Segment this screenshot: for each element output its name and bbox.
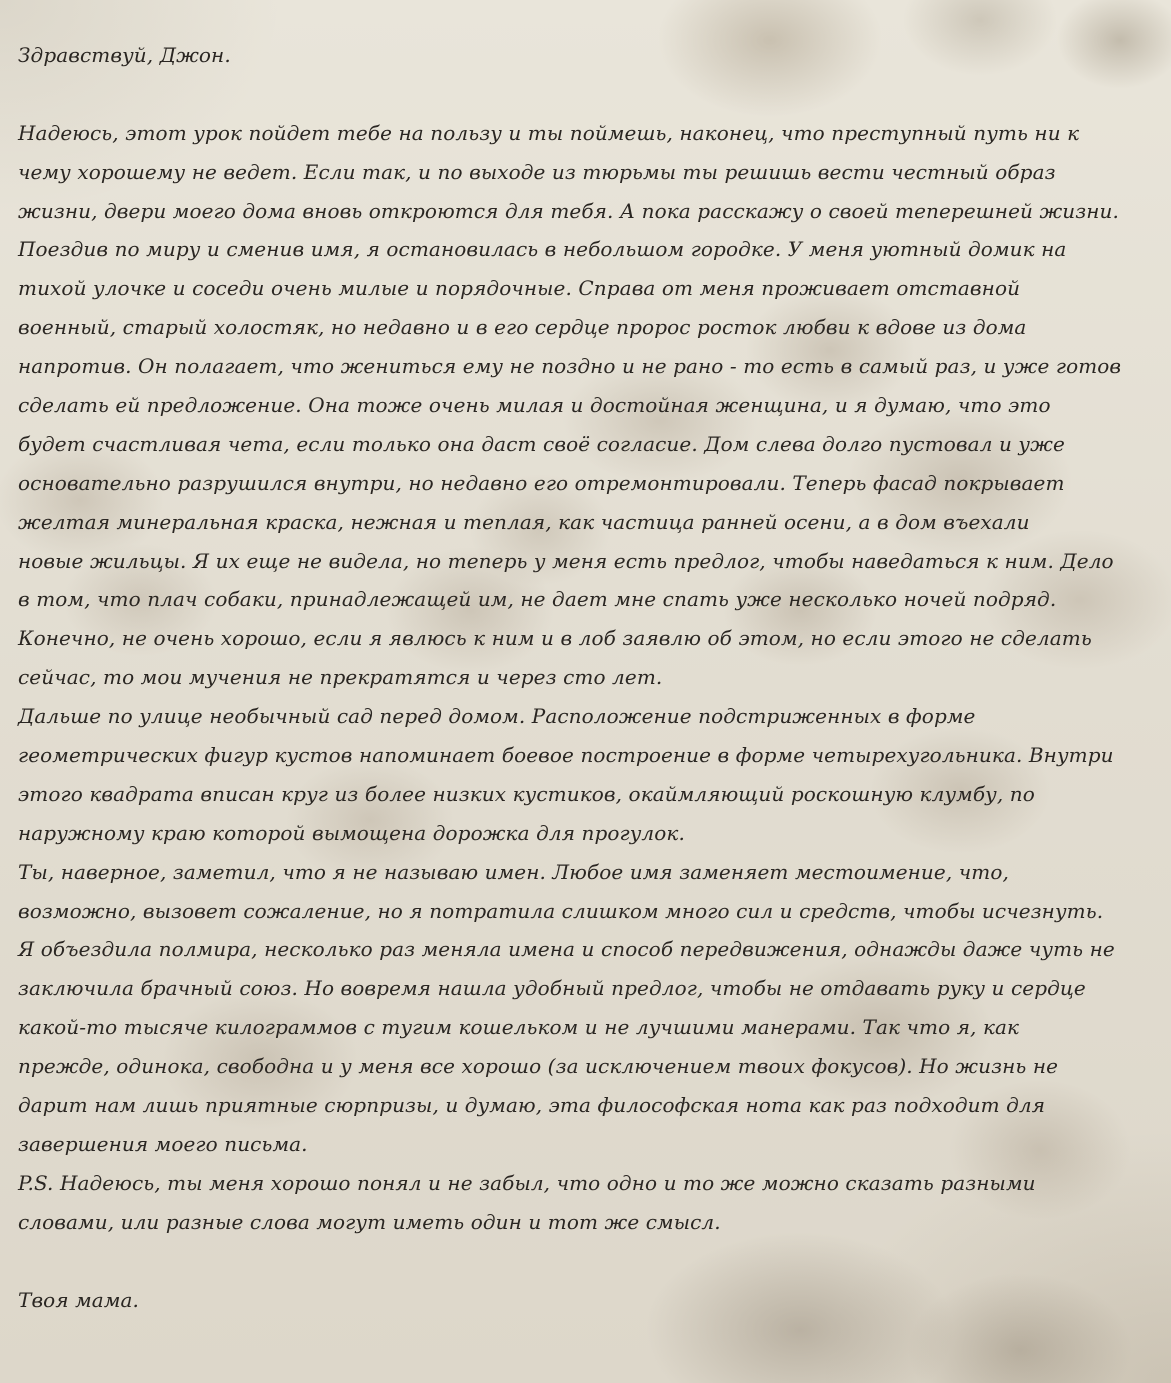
letter-line: геометрических фигур кустов напоминает боевое построение в форме четырехугольника. Внутри: [18, 743, 1114, 768]
letter-line: основательно разрушился внутри, но недавно его отремонтировали. Теперь фасад покрывает: [18, 470, 1065, 495]
letter-text: [18, 114, 1164, 1242]
letter-line: в том, что плач собаки, принадлежащей им, не дает мне спать уже несколько ночей подряд.: [18, 587, 1057, 612]
letter-line: дарит нам лишь приятные сюрпризы, и думаю, эта философская нота как раз подходит для: [18, 1093, 1046, 1118]
letter-body: [18, 36, 1164, 1319]
letter-line: чему хорошему не ведет. Если так, и по выходе из тюрьмы ты решишь вести честный образ: [18, 159, 1056, 184]
blank-line: [18, 1242, 1164, 1281]
letter-line: Ты, наверное, заметил, что я не называю имен. Любое имя заменяет местоимение, что,: [18, 859, 1009, 884]
letter-line: тихой улочке и соседи очень милые и порядочные. Справа от меня проживает отставной: [18, 276, 1021, 301]
letter-line: прежде, одинока, свободна и у меня все хорошо (за исключением твоих фокусов). Но жизнь не: [18, 1054, 1059, 1079]
letter-line: новые жильцы. Я их еще не видела, но теперь у меня есть предлог, чтобы наведаться к ним. Дело: [18, 548, 1114, 573]
letter-line: словами, или разные слова могут иметь один и тот же смысл.: [18, 1209, 721, 1234]
letter-line: Поездив по миру и сменив имя, я остановилась в небольшом городке. У меня уютный домик на: [18, 237, 1067, 262]
blank-line: [18, 75, 1164, 114]
letter-line: какой-то тысяче килограммов с тугим кошельком и не лучшими манерами. Так что я, как: [18, 1015, 1020, 1040]
letter-line: этого квадрата вписан круг из более низких кустиков, окаймляющий роскошную клумбу, по: [18, 781, 1035, 806]
letter-line: возможно, вызовет сожаление, но я потратила слишком много сил и средств, чтобы исчезнуть.: [18, 898, 1104, 923]
letter-line: Дальше по улице необычный сад перед домом. Расположение подстриженных в форме: [18, 704, 976, 729]
letter-line: жизни, двери моего дома вновь откроются для тебя. А пока расскажу о своей теперешней жизни.: [18, 198, 1119, 223]
letter-line: завершения моего письма.: [18, 1131, 308, 1156]
letter-line: сделать ей предложение. Она тоже очень милая и достойная женщина, и я думаю, что это: [18, 393, 1051, 418]
letter-line: желтая минеральная краска, нежная и теплая, как частица ранней осени, а в дом въехали: [18, 509, 1030, 534]
letter-signature: Твоя мама.: [18, 1287, 139, 1312]
letter-line: заключила брачный союз. Но вовремя нашла удобный предлог, чтобы не отдавать руку и сердце: [18, 976, 1086, 1001]
letter-line: наружному краю которой вымощена дорожка для прогулок.: [18, 820, 685, 845]
letter-line: будет счастливая чета, если только она даст своё согласие. Дом слева долго пустовал и уже: [18, 431, 1065, 456]
letter-line: сейчас, то мои мучения не прекратятся и через сто лет.: [18, 665, 663, 690]
letter-line: Я объездила полмира, несколько раз меняла имена и способ передвижения, однажды даже чуть не: [18, 937, 1115, 962]
letter-greeting: Здравствуй, Джон.: [18, 43, 231, 67]
letter-line: P.S. Надеюсь, ты меня хорошо понял и не забыл, что одно и то же можно сказать разными: [18, 1170, 1036, 1195]
letter-line: напротив. Он полагает, что жениться ему не поздно и не рано - то есть в самый раз, и уже готов: [18, 354, 1122, 379]
letter-line: Надеюсь, этот урок пойдет тебе на пользу и ты поймешь, наконец, что преступный путь ни к: [18, 120, 1080, 145]
letter-line: военный, старый холостяк, но недавно и в его сердце пророс росток любви к вдове из дома: [18, 315, 1027, 340]
letter-line: Конечно, не очень хорошо, если я явлюсь к ним и в лоб заявлю об этом, но если этого не сделать: [18, 626, 1092, 651]
